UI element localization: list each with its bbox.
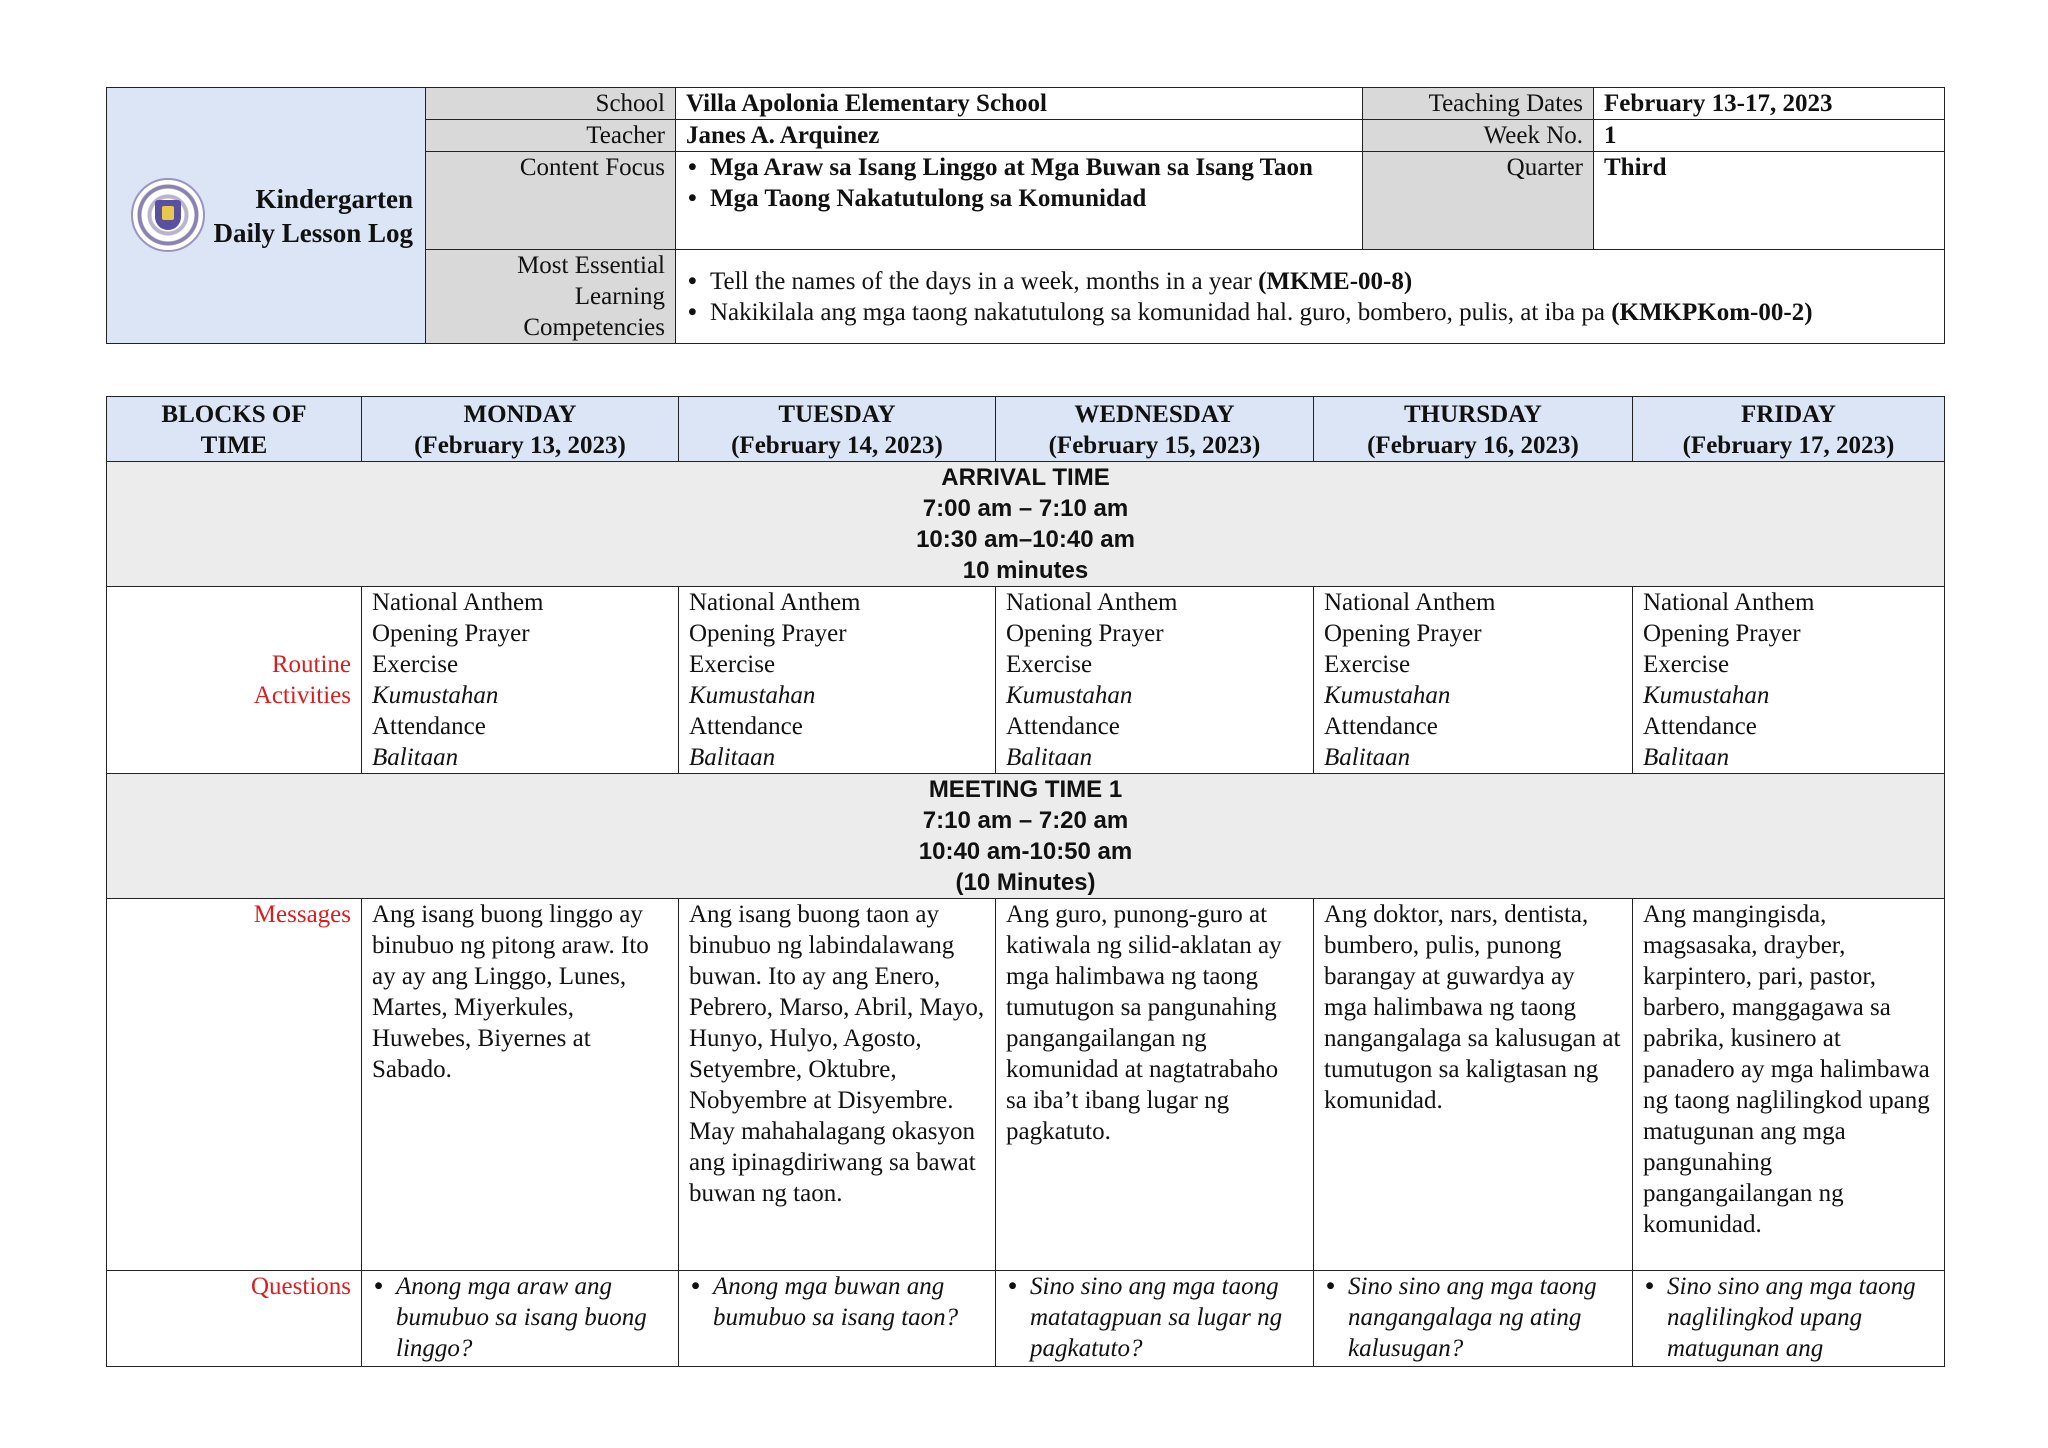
message-cell: Ang mangingisda, magsasaka, drayber, karpintero, pari, pastor, barbero, manggagawa sa pabrika, kusinero at panadero ay mga halimbawa ng taong naglilingkod upang matugunan ang mga pangunahing pangangailangan ng komunidad.: [1633, 899, 1945, 1271]
message-cell: Ang isang buong linggo ay binubuo ng pitong araw. Ito ay ay ang Linggo, Lunes, Martes, Miyerkules, Huwebes, Biyernes at Sabado.: [362, 899, 679, 1271]
day-name: WEDNESDAY: [1074, 401, 1235, 428]
routine-item: Balitaan: [1324, 744, 1411, 771]
question-item: • Sino sino ang mga taong naglilingkod upang matugunan ang: [1643, 1271, 1934, 1364]
routine-item: Balitaan: [1006, 744, 1093, 771]
melc-value: [676, 250, 1945, 344]
routine-item: Exercise: [372, 651, 459, 678]
routine-item: Opening Prayer: [372, 620, 530, 647]
row-label-line: Routine: [271, 651, 351, 678]
question-item: • Sino sino ang mga taong nangangalaga ng ating kalusugan?: [1324, 1271, 1622, 1364]
arrival-time-cell: [107, 462, 1945, 587]
day-name: THURSDAY: [1403, 401, 1542, 428]
day-header-friday: [1633, 397, 1945, 462]
routine-item: Balitaan: [689, 744, 776, 771]
question-cell: [996, 1271, 1314, 1367]
deped-seal-logo: [131, 178, 205, 252]
routine-item: Opening Prayer: [1643, 620, 1801, 647]
content-focus-label: Content Focus: [426, 152, 676, 250]
question-item: • Anong mga araw ang bumubuo sa isang buong linggo?: [372, 1271, 668, 1364]
melc-code: (MKME-00-8): [1258, 267, 1413, 295]
day-name: MONDAY: [463, 401, 577, 428]
band-line: (10 Minutes): [955, 869, 1096, 896]
row-label-line: Activities: [253, 682, 351, 709]
band-line: 10 minutes: [962, 557, 1089, 584]
day-header-wednesday: [996, 397, 1314, 462]
routine-item: Opening Prayer: [1324, 620, 1482, 647]
content-focus-item: • Mga Araw sa Isang Linggo at Mga Buwan sa Isang Taon: [686, 152, 1352, 183]
routine-item: Attendance: [1643, 713, 1757, 740]
melc-label-line: Most Essential: [517, 252, 665, 279]
week-label: Week No.: [1363, 120, 1594, 152]
routine-item: National Anthem: [1643, 589, 1815, 616]
routine-item: National Anthem: [372, 589, 544, 616]
band-line: MEETING TIME 1: [928, 776, 1123, 803]
routine-item: Attendance: [1006, 713, 1120, 740]
routine-item: Exercise: [1324, 651, 1411, 678]
routine-item: Kumustahan: [689, 682, 816, 709]
message-cell: Ang guro, punong-guro at katiwala ng silid-aklatan ay mga halimbawa ng taong tumutugon sa pangunahing pangangailangan ng komunidad at nagtatrabaho sa iba’t ibang lugar ng pagkatuto.: [996, 899, 1314, 1271]
routine-item: Opening Prayer: [689, 620, 847, 647]
questions-row: [107, 1271, 1945, 1367]
daily-schedule-table: [106, 396, 1945, 1367]
routine-item: Exercise: [1643, 651, 1730, 678]
band-line: 7:00 am – 7:10 am: [922, 495, 1129, 522]
melc-code: (KMKPKom-00-2): [1611, 298, 1813, 326]
routine-cell: [679, 587, 996, 774]
melc-item-2: [686, 297, 1934, 328]
questions-label: Questions: [107, 1271, 362, 1367]
routine-item: Kumustahan: [1006, 682, 1133, 709]
melc-item-1: [686, 266, 1934, 297]
table-header-row: [107, 397, 1945, 462]
day-header-thursday: [1314, 397, 1633, 462]
question-cell: [1314, 1271, 1633, 1367]
teacher-label: Teacher: [426, 120, 676, 152]
routine-item: Balitaan: [372, 744, 459, 771]
school-label: School: [426, 88, 676, 120]
day-date: (February 17, 2023): [1682, 432, 1895, 459]
arrival-time-band: [107, 462, 1945, 587]
routine-item: Exercise: [1006, 651, 1093, 678]
melc-text: Tell the names of the days in a week, months in a year: [710, 267, 1259, 295]
routine-label: [107, 587, 362, 774]
school-value: Villa Apolonia Elementary School: [676, 88, 1363, 120]
message-cell: Ang doktor, nars, dentista, bumbero, pulis, punong barangay at guwardya ay mga halimbawa ng taong nangangalaga sa kalusugan at tumutugon sa kaligtasan ng komunidad.: [1314, 899, 1633, 1271]
band-line: ARRIVAL TIME: [941, 464, 1110, 491]
day-date: (February 13, 2023): [414, 432, 626, 459]
routine-item: Opening Prayer: [1006, 620, 1164, 647]
teaching-dates-value: February 13-17, 2023: [1594, 88, 1945, 120]
content-focus-item: • Mga Taong Nakatutulong sa Komunidad: [686, 183, 1352, 214]
melc-label-line: Learning: [574, 283, 665, 310]
question-item: • Anong mga buwan ang bumubuo sa isang taon?: [689, 1271, 985, 1333]
routine-item: Exercise: [689, 651, 776, 678]
lesson-log-header-table: [106, 87, 1945, 344]
teacher-value: Janes A. Arquinez: [676, 120, 1363, 152]
header-line: TIME: [200, 432, 268, 459]
routine-cell: [1633, 587, 1945, 774]
title-cell: [107, 88, 426, 344]
melc-text: Nakikilala ang mga taong nakatutulong sa komunidad hal. guro, bombero, pulis, at iba pa: [710, 298, 1612, 326]
content-focus-value: [676, 152, 1363, 250]
messages-label: Messages: [107, 899, 362, 1271]
routine-cell: [362, 587, 679, 774]
day-name: FRIDAY: [1741, 401, 1836, 428]
routine-item: Kumustahan: [372, 682, 499, 709]
question-cell: [679, 1271, 996, 1367]
question-cell: [1633, 1271, 1945, 1367]
header-line: BLOCKS OF: [161, 401, 307, 428]
blocks-of-time-header: [107, 397, 362, 462]
routine-item: Attendance: [372, 713, 486, 740]
routine-cell: [1314, 587, 1633, 774]
band-line: 10:40 am-10:50 am: [918, 838, 1133, 865]
meeting-time-band: [107, 774, 1945, 899]
day-header-tuesday: [679, 397, 996, 462]
routine-cell: [996, 587, 1314, 774]
routine-item: Attendance: [689, 713, 803, 740]
title-line-2: Daily Lesson Log: [213, 217, 413, 248]
meeting-time-cell: [107, 774, 1945, 899]
day-header-monday: [362, 397, 679, 462]
day-date: (February 15, 2023): [1048, 432, 1261, 459]
day-name: TUESDAY: [778, 401, 896, 428]
quarter-value: Third: [1594, 152, 1945, 250]
routine-item: National Anthem: [1006, 589, 1178, 616]
week-value: 1: [1594, 120, 1945, 152]
routine-item: National Anthem: [689, 589, 861, 616]
routine-item: Kumustahan: [1324, 682, 1451, 709]
routine-item: National Anthem: [1324, 589, 1496, 616]
routine-item: Attendance: [1324, 713, 1438, 740]
melc-label-line: Competencies: [523, 314, 665, 341]
quarter-label: Quarter: [1363, 152, 1594, 250]
teaching-dates-label: Teaching Dates: [1363, 88, 1594, 120]
day-date: (February 14, 2023): [731, 432, 943, 459]
question-cell: [362, 1271, 679, 1367]
band-line: 10:30 am–10:40 am: [916, 526, 1135, 553]
messages-row: [107, 899, 1945, 1271]
day-date: (February 16, 2023): [1367, 432, 1579, 459]
routine-row: [107, 587, 1945, 774]
melc-label: [426, 250, 676, 344]
title-line-1: Kindergarten: [255, 183, 413, 214]
routine-item: Kumustahan: [1643, 682, 1770, 709]
routine-item: Balitaan: [1643, 744, 1730, 771]
message-cell: Ang isang buong taon ay binubuo ng labindalawang buwan. Ito ay ang Enero, Pebrero, Marso, Abril, Mayo, Hunyo, Hulyo, Agosto, Setyembre, Oktubre, Nobyembre at Disyembre. May mahahalagang okasyon ang ipinagdiriwang sa bawat buwan ng taon.: [679, 899, 996, 1271]
question-item: • Sino sino ang mga taong matatagpuan sa lugar ng pagkatuto?: [1006, 1271, 1303, 1364]
band-line: 7:10 am – 7:20 am: [922, 807, 1129, 834]
